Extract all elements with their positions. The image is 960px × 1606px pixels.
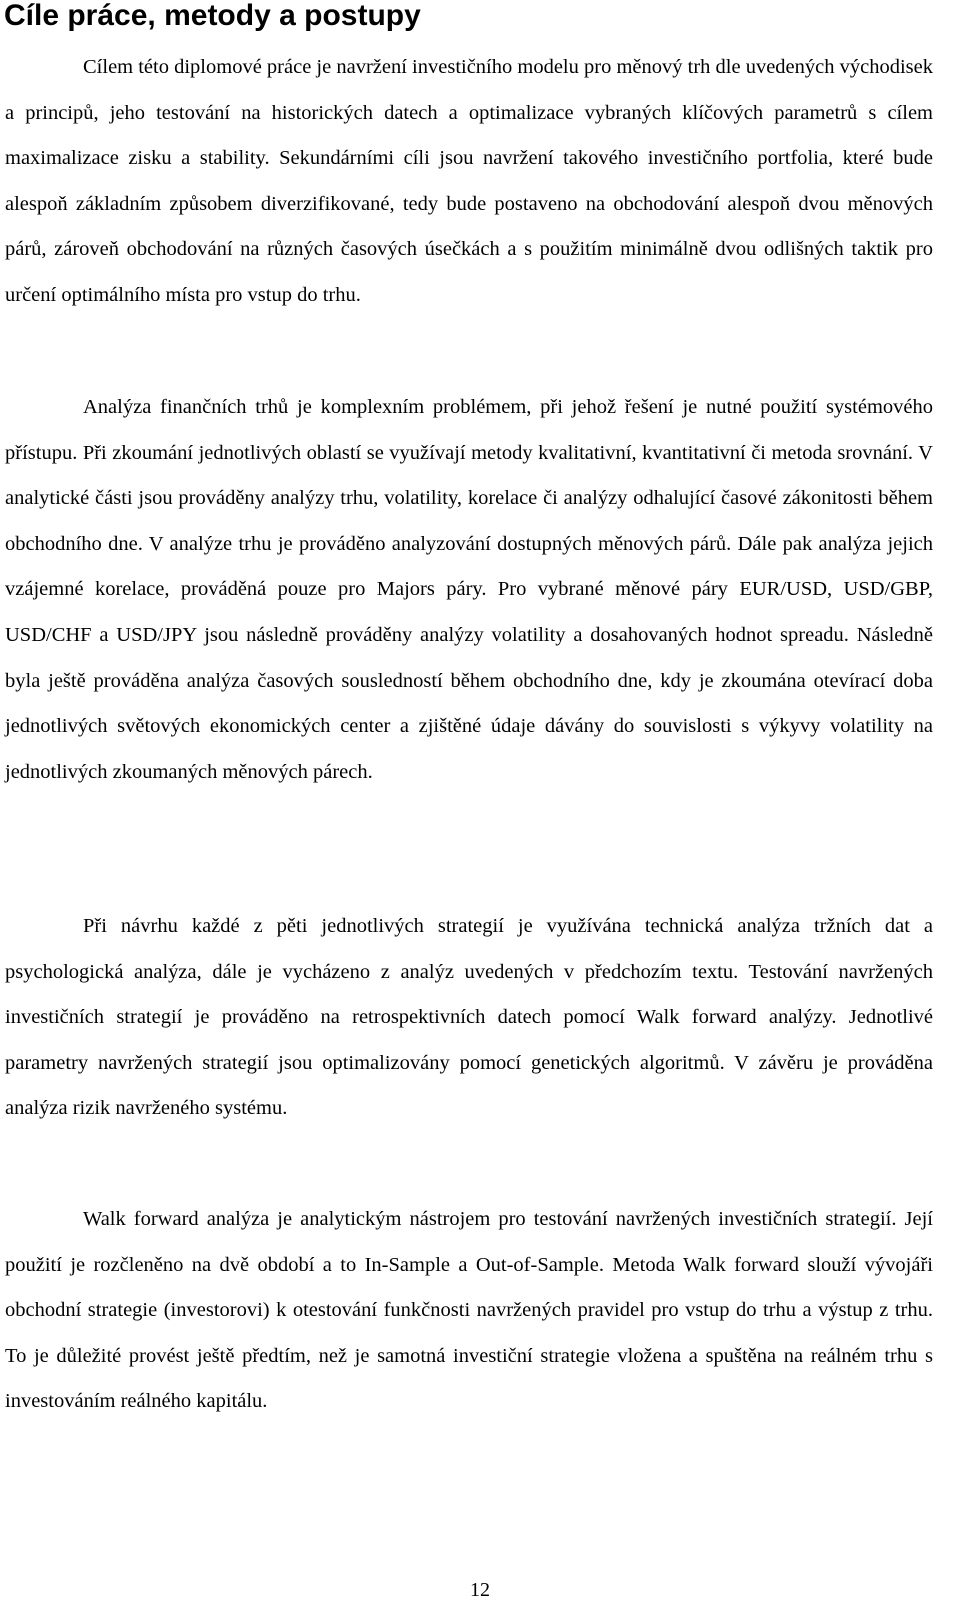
paragraph-strategy-design: Při návrhu každé z pěti jednotlivých strategií je využívána technická analýza tržních dat a psychologická analýza, dále je vycházeno z analýz uvedených v předchozím textu. Testování navržených investičních strategií je prováděno na retrospektivních datech pomocí Walk forward analýzy. Jednotlivé parametry navržených strategií jsou optimalizovány pomocí genetických algoritmů. V závěru je prováděna analýza rizik navrženého systému. xyxy=(5,915,933,1120)
paragraph-goals: Cílem této diplomové práce je navržení investičního modelu pro měnový trh dle uvedených východisek a principů, jeho testování na historických datech a optimalizace vybraných klíčových parametrů s cílem maximalizace zisku a stability. Sekundárními cíli jsou navržení takového investičního portfolia, které bude alespoň základním způsobem diverzifikované, tedy bude postaveno na obchodování alespoň dvou měnových párů, zároveň obchodování na různých časových úsečkách a s použitím minimálně dvou odlišných taktik pro určení optimálního místa pro vstup do trhu. xyxy=(5,56,933,306)
section-heading: Cíle práce, metody a postupy xyxy=(4,0,421,32)
paragraph-analysis-methods: Analýza finančních trhů je komplexním problémem, při jehož řešení je nutné použití systémového přístupu. Při zkoumání jednotlivých oblastí se využívají metody kvalitativní, kvantitativní či metoda srovnání. V analytické části jsou prováděny analýzy trhu, volatility, korelace či analýzy odhalující časové zákonitosti během obchodního dne. V analýze trhu je prováděno analyzování dostupných měnových párů. Dále pak analýza jejich vzájemné korelace, prováděná pouze pro Majors páry. Pro vybrané měnové páry EUR/USD, USD/GBP, USD/CHF a USD/JPY jsou následně prováděny analýzy volatility a dosahovaných hodnot spreadu. Následně byla ještě prováděna analýza časových sousledností během obchodního dne, kdy je zkoumána otevírací doba jednotlivých světových ekonomických center a zjištěné údaje dávány do souvislosti s výkyvy volatility na jednotlivých zkoumaných měnových párech. xyxy=(5,396,933,783)
paragraph-walk-forward: Walk forward analýza je analytickým nástrojem pro testování navržených investičních strategií. Její použití je rozčleněno na dvě období a to In-Sample a Out-of-Sample. Metoda Walk forward slouží vývojáři obchodní strategie (investorovi) k otestování funkčnosti navržených pravidel pro vstup do trhu a výstup z trhu. To je důležité provést ještě předtím, než je samotná investiční strategie vložena a spuštěna na reálném trhu s investováním reálného kapitálu. xyxy=(5,1208,933,1413)
page-number: 12 xyxy=(470,1579,490,1601)
